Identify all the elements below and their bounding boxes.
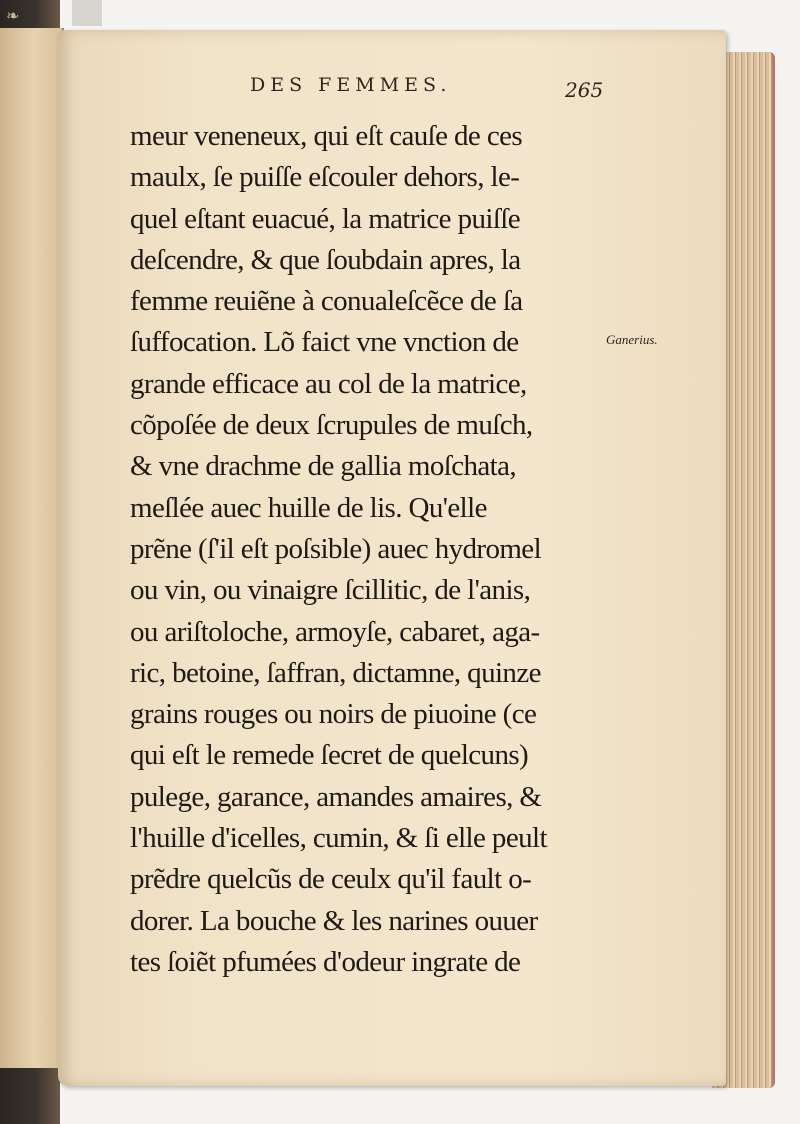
text-line: l'huille d'icelles, cumin, & ſi elle peult — [130, 822, 547, 855]
text-line: meſlée auec huille de lis. Qu'elle — [130, 491, 487, 524]
text-line: dorer. La bouche & les narines ouuer — [130, 904, 538, 937]
text-line: & vne drachme de gallia moſchata, — [130, 450, 517, 483]
text-block — [130, 116, 600, 983]
running-head: DES FEMMES. — [250, 74, 452, 96]
text-line: prẽne (ſ'il eſt poſsible) auec hydromel — [130, 532, 542, 565]
text-line: meur veneneux, qui eſt cauſe de ces — [130, 120, 523, 152]
left-page-edge — [0, 28, 64, 1068]
text-line: tes ſoiẽt pfumées d'odeur ingrate de — [130, 945, 521, 978]
scanner-tab — [72, 0, 102, 26]
text-line: ou ariſtoloche, armoyſe, cabaret, aga- — [130, 615, 540, 648]
text-line: quel eſtant euacué, la matrice puiſſe — [130, 202, 521, 235]
text-line: ou vin, ou vinaigre ſcillitic, de l'anis, — [130, 574, 531, 607]
text-line: cõpoſée de deux ſcrupules de muſch, — [130, 409, 533, 442]
text-line: ſuffocation. Lõ faict vne vnction de — [130, 326, 519, 359]
text-line: deſcendre, & que ſoubdain apres, la — [130, 243, 521, 276]
corner-mark-icon: ❧ — [6, 6, 20, 25]
text-line: femme reuiẽne à conualeſcẽce de ſa — [130, 285, 523, 318]
text-line: grande efficace au col de la matrice, — [130, 367, 527, 400]
text-line: ric, betoine, ſaffran, dictamne, quinze — [130, 656, 541, 689]
page-number: 265 — [565, 78, 604, 102]
text-line: prẽdre quelcũs de ceulx qu'il fault o- — [130, 863, 532, 896]
text-line: qui eſt le remede ſecret de quelcuns) — [130, 739, 529, 772]
margin-note: Ganerius. — [606, 332, 658, 347]
text-line: grains rouges ou noirs de piuoine (ce — [130, 698, 537, 731]
text-line: pulege, garance, amandes amaires, & — [130, 780, 542, 813]
text-line: maulx, ſe puiſſe eſcouler dehors, le- — [130, 161, 520, 194]
